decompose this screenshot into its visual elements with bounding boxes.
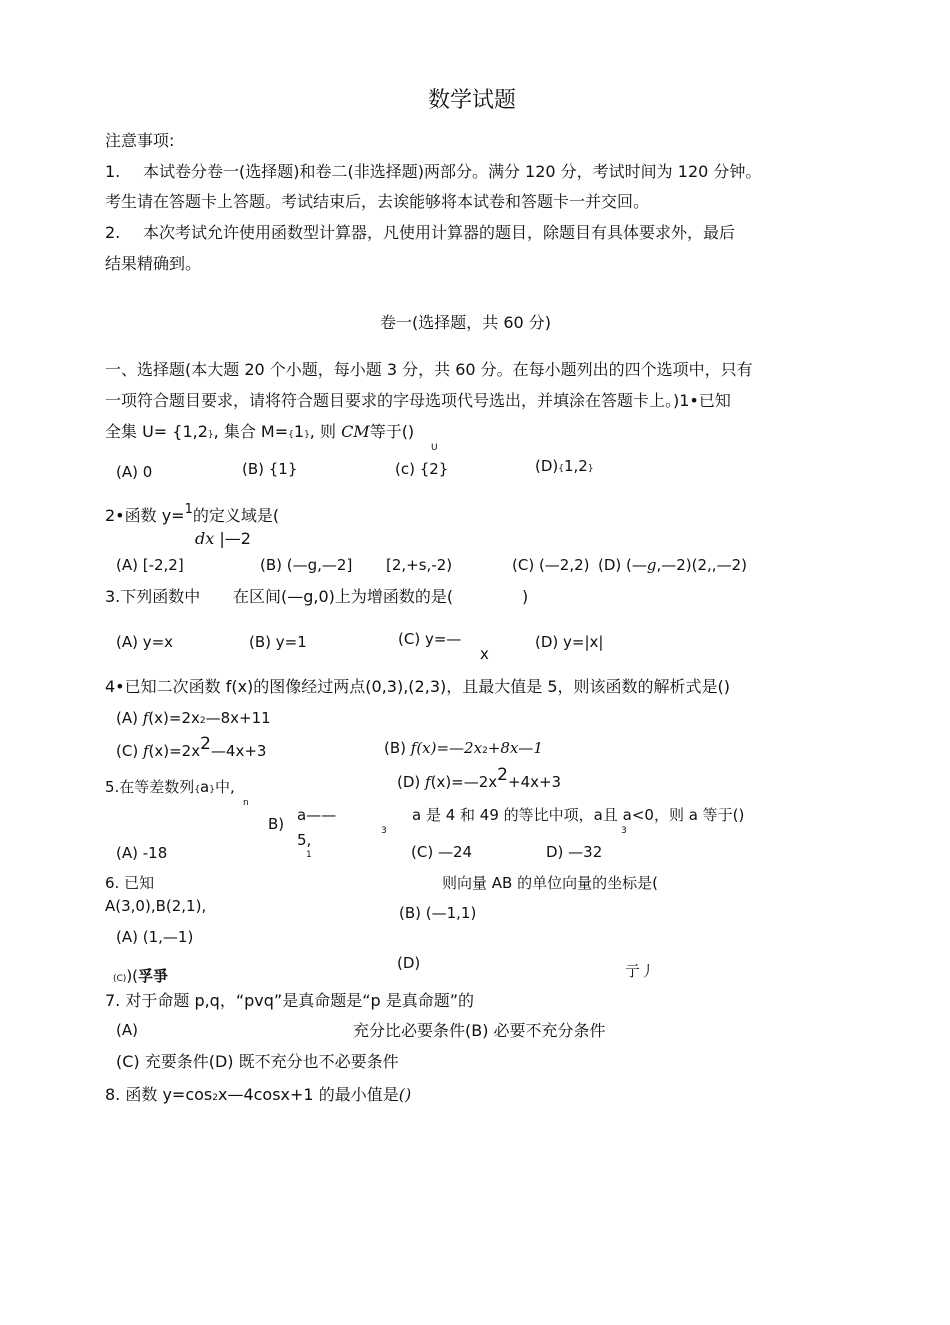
q5-option-c: (C) —24 <box>411 843 473 861</box>
q3-option-a: (A) y=x <box>116 633 174 651</box>
q3-stem-a: 3.下列函数中 <box>105 587 201 606</box>
q5-condition-var: a <box>593 806 603 824</box>
q3-option-c: (C) y=— <box>398 630 462 648</box>
notes-heading: 注意事项: <box>105 131 175 150</box>
page-title: 数学试题 <box>428 88 517 113</box>
q4-option-b <box>384 739 543 757</box>
q6-stem: 则向量 AB 的单位向量的坐标是( <box>442 874 658 892</box>
intro-line-3-part-f: 等于() <box>369 422 415 441</box>
q1-option-d <box>535 457 594 475</box>
q8-stem <box>105 1085 411 1104</box>
intro-brace-left: { <box>288 430 294 440</box>
q4-option-c-end: —4x+3 <box>210 742 267 760</box>
q6-option-c-label: (C) <box>113 974 127 984</box>
q1-option-d-label: (D) <box>535 457 559 475</box>
q4-option-d-sup: 2 <box>497 765 508 785</box>
q4-option-c-sup: 2 <box>200 734 211 754</box>
q5-option-b-value: a—— <box>297 806 337 824</box>
q7-options-a-b: 充分比必要条件(B) 必要不充分条件 <box>353 1021 606 1040</box>
q5-stem <box>105 778 235 796</box>
q6-option-a: (A) (1,—1) <box>116 928 194 946</box>
q4-option-c <box>116 734 267 761</box>
q6-option-c <box>113 966 168 985</box>
q4-option-c-label: (C) <box>116 742 143 760</box>
q1-option-c: (c) {2} <box>395 460 449 478</box>
q4-option-a-f: f <box>142 709 149 727</box>
q8-stem-part-c: () <box>398 1085 412 1104</box>
q2-option-d-g: g <box>646 556 657 574</box>
intro-line-3-part-d: , 则 <box>309 422 342 441</box>
q6-points: A(3,0),B(2,1), <box>105 897 207 915</box>
section-title: 卷一(选择题，共 60 分) <box>380 313 552 332</box>
note-1-line-1: 本试卷分卷一(选择题)和卷二(非选择题)两部分。满分 120 分，考试时间为 120 分钟。 <box>143 162 762 181</box>
note-1-number: 1. <box>105 162 121 181</box>
q7-option-a: (A) <box>116 1021 138 1039</box>
q4-option-a-sub: 2 <box>199 716 206 726</box>
q3-option-c-denominator: x <box>480 645 489 663</box>
q3-stem-b: 在区间(—g,0)上为增函数的是( <box>233 587 454 606</box>
q2-option-b-continued: [2,+s,-2) <box>386 556 453 574</box>
q2-option-b: (B) (—g,—2] <box>260 556 353 574</box>
q1-option-b: (B) {1} <box>242 460 298 478</box>
q3-option-d: (D) y=|x| <box>535 633 604 651</box>
note-2-number: 2. <box>105 223 121 242</box>
q4-option-c-mid: (x)=2x <box>148 742 201 760</box>
q5-subscript-n: n <box>243 798 249 808</box>
q5-stem-part-a: 5.在等差数列 <box>105 778 195 796</box>
q2-denominator <box>195 529 251 548</box>
q4-option-b-mid: f(x)=—2x <box>410 739 483 757</box>
q5-condition-text: a 是 4 和 49 的等比中项， <box>412 806 594 824</box>
q5-option-d: D) —32 <box>546 843 603 861</box>
q5-brace-left: { <box>194 785 201 795</box>
q2-option-d-part-b: ,—2)(2,,—2) <box>656 556 747 574</box>
q8-stem-part-b: x—4cosx+1 的最小值是 <box>217 1085 399 1104</box>
q2-denominator-rest: |—2 <box>219 529 251 548</box>
q1-option-d-brace-left: { <box>558 464 564 474</box>
q4-option-b-sub: 2 <box>482 746 488 756</box>
q5-option-b-value-2: 5, <box>297 831 312 849</box>
q2-option-d <box>598 556 747 574</box>
q1-option-d-brace-right: } <box>587 464 594 474</box>
q7-options-c-d: (C) 充要条件(D) 既不充分也不必要条件 <box>116 1052 399 1071</box>
q5-option-b-label: B) <box>268 815 285 833</box>
q8-stem-part-a: 8. 函数 y=cos <box>105 1085 213 1104</box>
q4-stem: 4•已知二次函数 f(x)的图像经过两点(0,3),(2,3)，且最大值是 5，则该函数的解析式是() <box>105 677 730 696</box>
q4-option-a <box>116 709 271 727</box>
q5-stem-part-b: 中, <box>214 778 235 796</box>
intro-brace-right-2: } <box>304 430 310 440</box>
q5-subscript-3a: 3 <box>381 826 387 836</box>
note-2-line-1: 本次考试允许使用函数型计算器，凡使用计算器的题目，除题目有具体要求外，最后 <box>143 223 736 242</box>
q2-numerator: 1 <box>184 502 193 517</box>
intro-complement-symbol: CM <box>341 422 370 441</box>
intro-line-2: 一项符合题目要求，请将符合题目要求的字母选项代号选出，并填涂在答题卡上。)1•已知 <box>105 391 731 410</box>
q4-option-b-label: (B) <box>384 739 411 757</box>
q4-option-a-end: —8x+11 <box>205 709 271 727</box>
intro-line-3-part-a: 全集 U= {1,2 <box>105 422 208 441</box>
note-1-line-2: 考生请在答题卡上答题。考试结束后，去诶能够将本试卷和答题卡一并交回。 <box>105 192 650 211</box>
q6-option-c-value: 孚爭 <box>138 967 169 985</box>
intro-line-3-part-c: 1 <box>293 422 305 441</box>
q1-option-a: (A) 0 <box>116 463 153 481</box>
q4-option-d <box>397 765 562 792</box>
q5-condition-end: 且 a<0，则 a 等于() <box>602 806 745 824</box>
q3-stem-c: ) <box>522 587 529 606</box>
intro-line-3-part-b: , 集合 M= <box>213 422 289 441</box>
complement-subscript-u: U <box>431 443 438 453</box>
q5-brace-right: } <box>209 785 215 795</box>
intro-line-1: 一、选择题(本大题 20 个小题，每小题 3 分，共 60 分。在每小题列出的四个选项中，只有 <box>105 360 753 379</box>
q2-option-a: (A) [-2,2] <box>116 556 184 574</box>
q8-subscript-2: 2 <box>212 1093 218 1103</box>
q5-stem-var: a <box>200 778 210 796</box>
q6-option-d: (D) <box>397 954 421 972</box>
q4-option-a-mid: (x)=2x <box>148 709 200 727</box>
q7-stem: 7. 对于命题 p,q，“pvq”是真命题是“p 是真命题”的 <box>105 991 475 1010</box>
q2-stem-part-b: 的定义域是( <box>192 506 280 525</box>
q6-option-c-paren: )( <box>126 967 139 985</box>
q4-option-d-label: (D) <box>397 773 426 791</box>
q5-condition <box>412 806 744 824</box>
q6-option-d-value: 亍丿 <box>625 962 656 980</box>
note-2-line-2: 结果精确到。 <box>105 254 202 273</box>
q2-denominator-var: dx <box>195 529 215 548</box>
q5-subscript-1: 1 <box>306 850 312 860</box>
q4-option-d-f: f <box>425 773 431 791</box>
q2-stem-part-a: 2•函数 y= <box>105 506 185 525</box>
q2-stem <box>105 502 280 526</box>
q4-option-d-mid: (x)=—2x <box>430 773 498 791</box>
intro-line-3 <box>105 422 414 441</box>
q6-option-b: (B) (—1,1) <box>399 904 477 922</box>
q4-option-a-label: (A) <box>116 709 143 727</box>
q5-subscript-3b: 3 <box>621 826 627 836</box>
q4-option-c-f: f <box>142 742 149 760</box>
q5-option-a: (A) -18 <box>116 844 168 862</box>
intro-brace-right: } <box>207 430 214 440</box>
q2-option-d-part-a: (D) (— <box>598 556 647 574</box>
q6-number: 6. 已知 <box>105 874 155 892</box>
q4-option-b-end: +8x—1 <box>487 739 543 757</box>
q4-option-d-end: +4x+3 <box>508 773 562 791</box>
q3-option-b: (B) y=1 <box>249 633 307 651</box>
q2-option-c: (C) (—2,2) <box>512 556 590 574</box>
q1-option-d-value: 1,2 <box>564 457 588 475</box>
